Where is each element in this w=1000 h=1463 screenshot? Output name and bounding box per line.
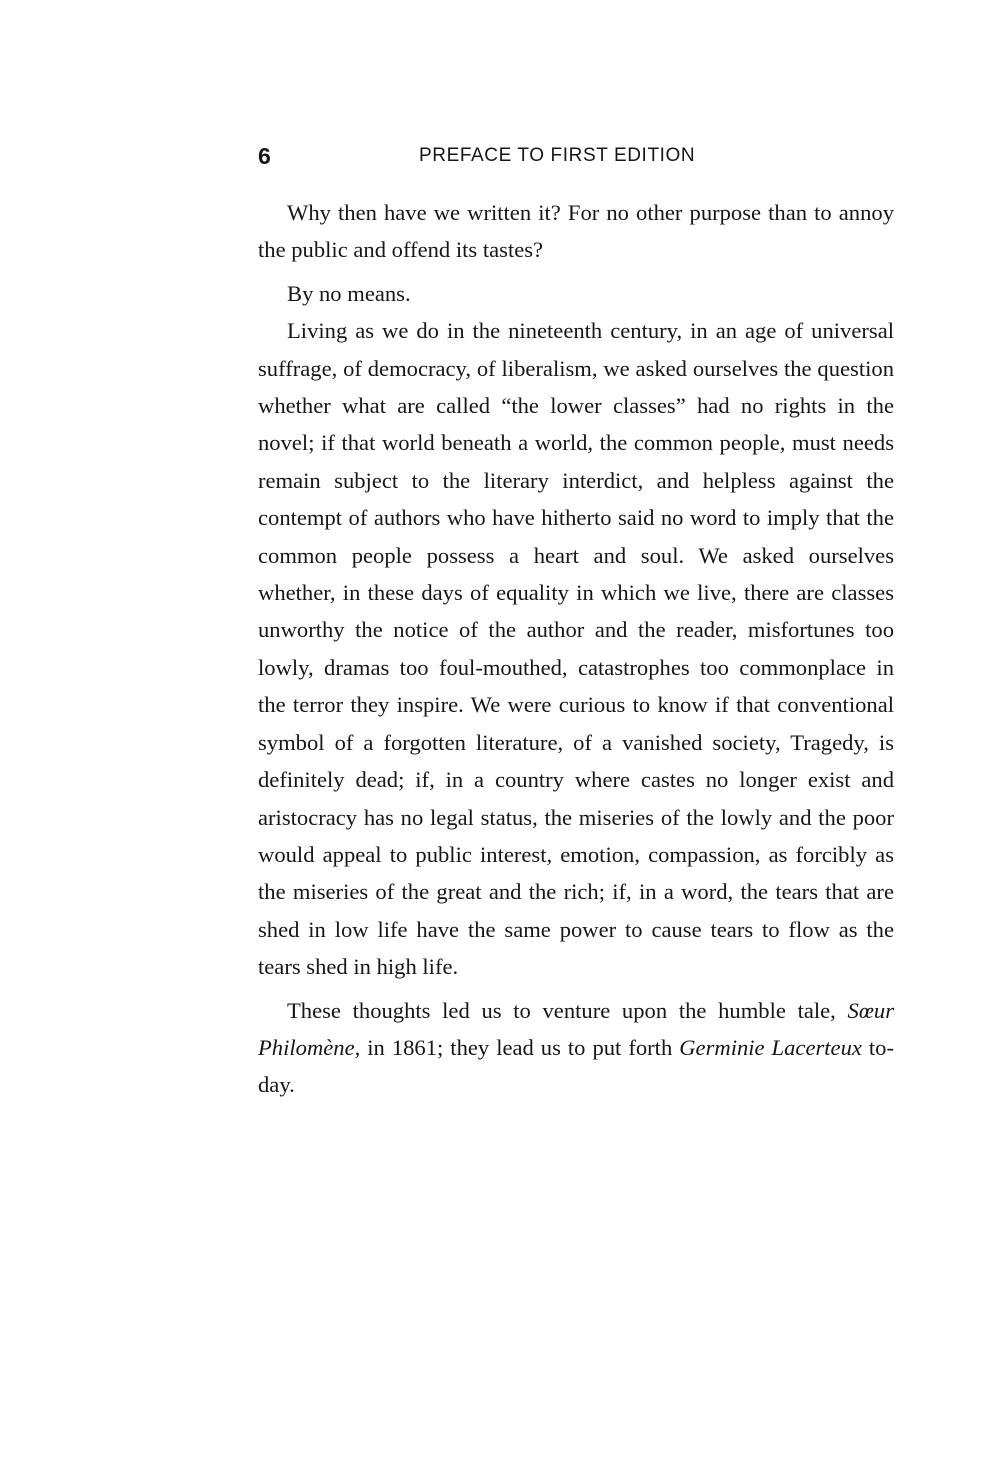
page-header — [258, 143, 894, 175]
running-head: PREFACE TO FIRST EDITION — [419, 145, 696, 166]
paragraph-4 — [258, 992, 894, 1104]
paragraph-4-text-a: These thoughts led us to venture upon the humble tale, — [287, 997, 848, 1023]
paragraph-3: Living as we do in the nineteenth century, in an age of universal suffrage, of democracy, of liberalism, we asked ourselves the question whether what are called “the lower classes” had no rights in the novel; if that world beneath a world, the common people, must needs remain subject to the literary interdict, and helpless against the contempt of authors who have hitherto said no word to imply that the common people possess a heart and soul. We asked ourselves whether, in these days of equality in which we live, there are classes unworthy the notice of the author and the reader, misfortunes too lowly, dramas too foul-mouthed, catastrophes too commonplace in the terror they inspire. We were curious to know if that conventional symbol of a forgotten literature, of a vanished society, Tragedy, is definitely dead; if, in a country where castes no longer exist and aristocracy has no legal status, the miseries of the lowly and the poor would appeal to public interest, emotion, compassion, as forcibly as the miseries of the great and the rich; if, in a word, the tears that are shed in low life have the same power to cause tears to flow as the tears shed in high life. — [258, 318, 894, 980]
paragraph-1: Why then have we written it? For no other purpose than to annoy the public and offend its tastes? — [258, 200, 894, 263]
paragraph-4-text-b: in 1861; they lead us to put forth — [360, 1034, 680, 1060]
paragraph-4-text-c: to-day. — [258, 1034, 894, 1098]
page-number: 6 — [258, 143, 271, 169]
book-title-soeur-philomene: Sœur Philomène, — [258, 997, 894, 1060]
paragraph-2: By no means. — [287, 280, 411, 306]
body-text — [258, 194, 894, 1104]
book-title-germinie-lacerteux: Germinie Lacerteux — [679, 1034, 862, 1060]
